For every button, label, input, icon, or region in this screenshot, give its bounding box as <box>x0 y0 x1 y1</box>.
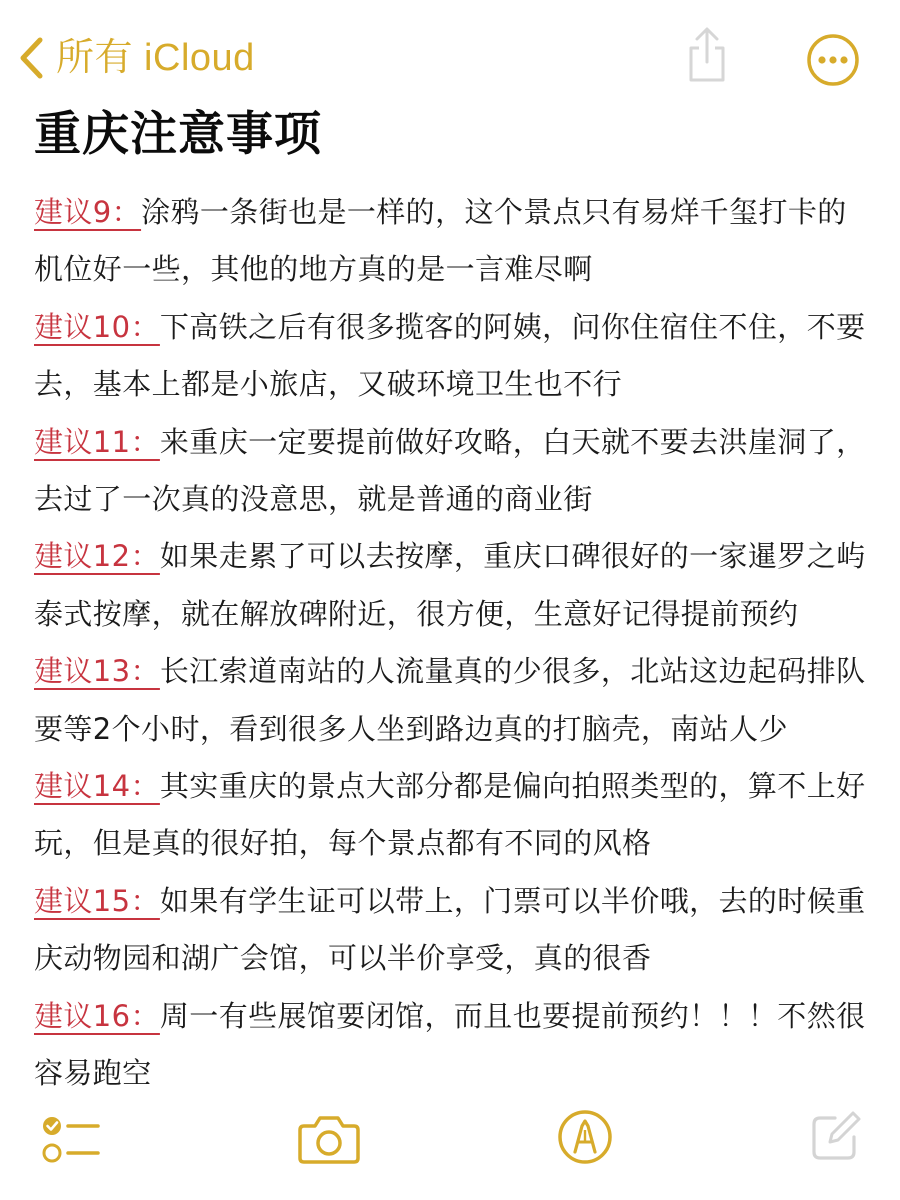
bottom-toolbar <box>0 1100 900 1200</box>
more-options-button[interactable] <box>806 33 860 87</box>
tip-label: 建议15： <box>34 883 160 918</box>
markup-pen-icon <box>556 1108 614 1166</box>
tip-label: 建议11： <box>34 424 160 459</box>
tip-label: 建议9： <box>34 195 142 229</box>
camera-button[interactable] <box>296 1110 362 1168</box>
share-icon <box>682 26 732 84</box>
tip-text: 来重庆一定要提前做好攻略，白天就不要去洪崖洞了，去过了一次真的没意思，就是普通的商业街 <box>34 424 866 517</box>
tip-item <box>34 414 870 529</box>
markup-button[interactable] <box>556 1108 614 1166</box>
tip-label: 建议12： <box>34 539 160 574</box>
navigation-bar <box>0 0 900 110</box>
ellipsis-circle-icon <box>806 33 860 87</box>
tip-text: 周一有些展馆要闭馆，而且也要提前预约！！！不然很容易跑空 <box>34 998 866 1091</box>
note-body[interactable] <box>34 184 870 1103</box>
back-button[interactable] <box>18 30 255 86</box>
tip-item <box>34 184 870 299</box>
tip-label: 建议13： <box>34 654 160 689</box>
checklist-button[interactable] <box>38 1110 102 1170</box>
chevron-left-icon <box>18 36 44 80</box>
tip-text: 其实重庆的景点大部分都是偏向拍照类型的，算不上好玩，但是真的很好拍，每个景点都有不同的风格 <box>34 769 866 861</box>
back-button-label: 所有 iCloud <box>56 37 255 79</box>
tip-text: 下高铁之后有很多揽客的阿姨，问你住宿住不住，不要去，基本上都是小旅店，又破环境卫生也不行 <box>34 309 866 402</box>
note-title[interactable]: 重庆注意事项 <box>34 107 322 162</box>
tip-item <box>34 528 870 643</box>
tip-text: 涂鸦一条街也是一样的，这个景点只有易烊千玺打卡的机位好一些，其他的地方真的是一言难尽啊 <box>34 195 847 287</box>
share-button[interactable] <box>682 26 732 84</box>
tip-label: 建议10： <box>34 309 160 344</box>
tip-label: 建议16： <box>34 998 160 1033</box>
checklist-icon <box>38 1110 102 1170</box>
tip-item <box>34 758 870 873</box>
camera-icon <box>296 1110 362 1168</box>
tip-item <box>34 643 870 758</box>
tip-text: 如果有学生证可以带上，门票可以半价哦，去的时候重庆动物园和湖广会馆，可以半价享受，真的很香 <box>34 883 866 976</box>
tip-item <box>34 988 870 1103</box>
tip-label: 建议14： <box>34 769 160 804</box>
compose-icon <box>808 1108 864 1164</box>
tip-item <box>34 299 870 414</box>
compose-button[interactable] <box>808 1108 864 1164</box>
tip-item <box>34 873 870 988</box>
tip-text: 如果走累了可以去按摩，重庆口碑很好的一家暹罗之屿泰式按摩，就在解放碑附近，很方便，生意好记得提前预约 <box>34 539 866 631</box>
tip-text: 长江索道南站的人流量真的少很多，北站这边起码排队要等2个小时，看到很多人坐到路边真的打脑壳，南站人少 <box>34 654 866 746</box>
